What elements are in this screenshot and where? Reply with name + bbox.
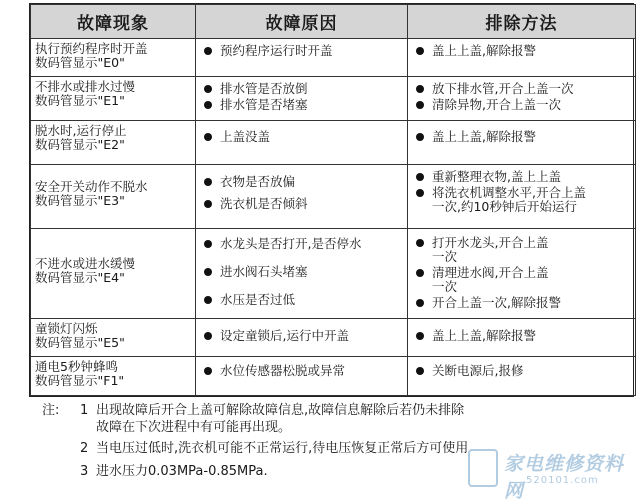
table-row [31,77,636,121]
watermark-text: 家电维修资料网 [504,453,625,502]
watermark [468,447,633,502]
list-item: 清理进水阀,开合上盖 一次 [412,266,631,294]
phenomenon-cell [31,121,196,165]
bullet-icon [204,101,212,109]
bullet-icon [416,332,424,340]
list-item: 衣物是否放偏 [200,175,403,189]
bullet-icon [416,101,424,109]
bullet-icon [416,269,424,277]
solution-cell [408,357,636,396]
bullet-icon [416,85,424,93]
list-item: 盖上上盖,解除报警 [412,44,631,58]
table-row [31,165,636,229]
phenomenon-text: 不排水或排水过慢 数码管显示"E1" [35,79,136,108]
table-row [31,319,636,357]
phenomenon-text: 执行预约程序时开盖 数码管显示"E0" [35,41,148,70]
bullet-icon [204,85,212,93]
note-number: 1 [80,403,89,418]
phenomenon-text: 安全开关动作不脱水 数码管显示"E3" [35,179,148,208]
list-item: 水龙头是否打开,是否停水 [200,237,403,251]
bullet-icon [204,367,212,375]
bullet-icon [416,189,424,197]
solution-cell [408,39,636,77]
solution-cell [408,319,636,357]
list-item: 排水管是否放倒 [200,82,403,96]
note-number: 2 [80,441,89,456]
list-item: 洗衣机是否倾斜 [200,197,403,211]
note-item [42,402,622,436]
phenomenon-text: 童锁灯闪烁 数码管显示"E5" [35,321,125,350]
list-item: 上盖没盖 [200,130,403,144]
cause-cell [196,229,408,319]
cause-cell [196,357,408,396]
bullet-icon [416,239,424,247]
phenomenon-cell [31,165,196,229]
bullet-icon [416,173,424,181]
bullet-icon [204,268,212,276]
header-phenomenon: 故障现象 [31,5,196,39]
table-header-row [31,5,636,39]
note-text: 进水压力0.03MPa-0.85MPa. [96,464,268,479]
note-text: 出现故障后开合上盖可解除故障信息,故障信息解除后若仍未排除 故障在下次进程中有可能再出现。 [96,403,465,435]
solution-cell [408,77,636,121]
table-row [31,39,636,77]
header-cause: 故障原因 [196,5,408,39]
phenomenon-text: 通电5秒钟蜂鸣 数码管显示"F1" [35,359,125,388]
solution-cell [408,165,636,229]
list-item: 水压是否过低 [200,293,403,307]
list-item: 重新整理衣物,盖上上盖 [412,170,631,184]
note-number: 3 [80,464,89,479]
phenomenon-text: 脱水时,运行停止 数码管显示"E2" [35,123,127,152]
list-item: 设定童锁后,运行中开盖 [200,329,403,343]
cause-cell [196,39,408,77]
list-item: 盖上上盖,解除报警 [412,329,631,343]
list-item: 盖上上盖,解除报警 [412,130,631,144]
list-item: 放下排水管,开合上盖一次 [412,82,631,96]
list-item: 预约程序运行时开盖 [200,44,403,58]
list-item: 清除异物,开合上盖一次 [412,98,631,112]
list-item: 开合上盖一次,解除报警 [412,296,631,310]
bullet-icon [204,296,212,304]
watermark-logo-icon [468,449,498,487]
cause-cell [196,319,408,357]
list-item: 将洗衣机调整水平,开合上盖 一次,约10秒钟后开始运行 [412,186,631,214]
table-row [31,121,636,165]
list-item: 关断电源后,报修 [412,364,631,378]
phenomenon-cell [31,39,196,77]
bullet-icon [416,367,424,375]
bullet-icon [204,178,212,186]
bullet-icon [204,240,212,248]
solution-cell [408,121,636,165]
cause-cell [196,77,408,121]
phenomenon-cell [31,319,196,357]
fault-table [29,3,634,397]
list-item: 打开水龙头,开合上盖 一次 [412,236,631,264]
phenomenon-cell [31,229,196,319]
bullet-icon [204,133,212,141]
list-item: 进水阀石头堵塞 [200,265,403,279]
notes-label: 注: [42,403,60,418]
cause-cell [196,121,408,165]
bullet-icon [416,133,424,141]
solution-cell [408,229,636,319]
phenomenon-cell [31,357,196,396]
watermark-url: 520101.com [526,475,599,486]
list-item: 水位传感器松脱或异常 [200,364,403,378]
list-item: 排水管是否堵塞 [200,98,403,112]
bullet-icon [204,47,212,55]
bullet-icon [416,47,424,55]
note-text: 当电压过低时,洗衣机可能不正常运行,待电压恢复正常后方可使用 [96,441,469,456]
header-solution: 排除方法 [408,5,636,39]
table-row [31,357,636,396]
bullet-icon [204,200,212,208]
table-row [31,229,636,319]
bullet-icon [204,332,212,340]
phenomenon-text: 不进水或进水缓慢 数码管显示"E4" [35,256,136,285]
bullet-icon [416,299,424,307]
cause-cell [196,165,408,229]
phenomenon-cell [31,77,196,121]
